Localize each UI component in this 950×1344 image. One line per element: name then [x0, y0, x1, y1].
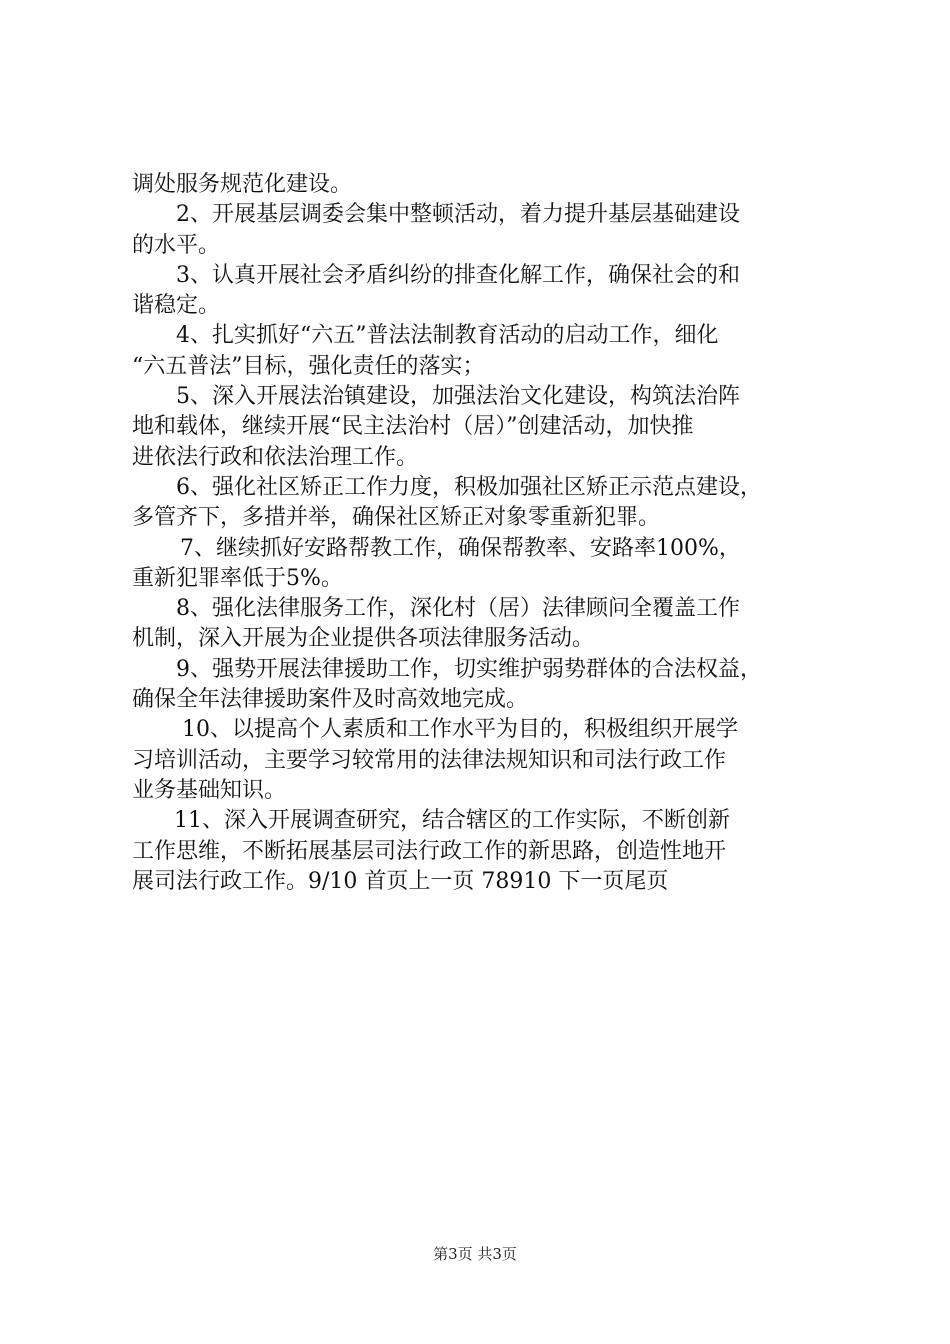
- text-line: 8、强化法律服务工作，深化村（居）法律顾问全覆盖工作: [176, 596, 740, 622]
- text-line: 6、强化社区矫正工作力度，积极加强社区矫正示范点建设，: [176, 474, 762, 500]
- text-line: 2、开展基层调委会集中整顿活动，着力提升基层基础建设: [176, 202, 740, 228]
- text-line: 工作思维，不断拓展基层司法行政工作的新思路，创造性地开: [132, 838, 727, 864]
- text-line: 确保全年法律援助案件及时高效地完成。: [132, 687, 529, 713]
- page-number: 第3页 共3页: [433, 1245, 517, 1263]
- text-line: 习培训活动，主要学习较常用的法律法规知识和司法行政工作: [132, 747, 727, 773]
- text-line: 谐稳定。: [132, 293, 221, 319]
- text-line: 9、强势开展法律援助工作，切实维护弱势群体的合法权益，: [176, 656, 762, 682]
- text-line: 4、扎实抓好“六五”普法法制教育活动的启动工作，细化: [176, 323, 719, 349]
- text-line: 3、认真开展社会矛盾纠纷的排查化解工作，确保社会的和: [176, 262, 740, 288]
- text-line: 业务基础知识。: [132, 777, 287, 803]
- text-line: 进依法行政和依法治理工作。: [132, 444, 419, 470]
- text-line: 10、以提高个人素质和工作水平为目的，积极组织开展学: [182, 717, 738, 743]
- text-line: 多管齐下，多措并举，确保社区矫正对象零重新犯罪。: [132, 505, 661, 531]
- page-footer: [0, 1244, 950, 1264]
- text-line: 机制，深入开展为企业提供各项法律服务活动。: [132, 626, 595, 652]
- text-line: 展司法行政工作。9/10 首页上一页 78910 下一页尾页: [132, 868, 669, 894]
- text-line: 7、继续抓好安路帮教工作，确保帮教率、安路率100%，: [180, 535, 741, 561]
- text-line: 5、深入开展法治镇建设，加强法治文化建设，构筑法治阵: [176, 384, 740, 410]
- text-line: 调处服务规范化建设。: [132, 172, 353, 197]
- text-line: 地和载体，继续开展“民主法治村（居）”创建活动，加快推: [132, 414, 694, 440]
- document-body: [132, 170, 852, 897]
- text-line: 11、深入开展调查研究，结合辖区的工作实际，不断创新: [174, 808, 730, 834]
- text-line: 的水平。: [132, 232, 221, 258]
- text-line: “六五普法”目标，强化责任的落实；: [132, 353, 485, 379]
- text-line: 重新犯罪率低于5%。: [132, 565, 343, 591]
